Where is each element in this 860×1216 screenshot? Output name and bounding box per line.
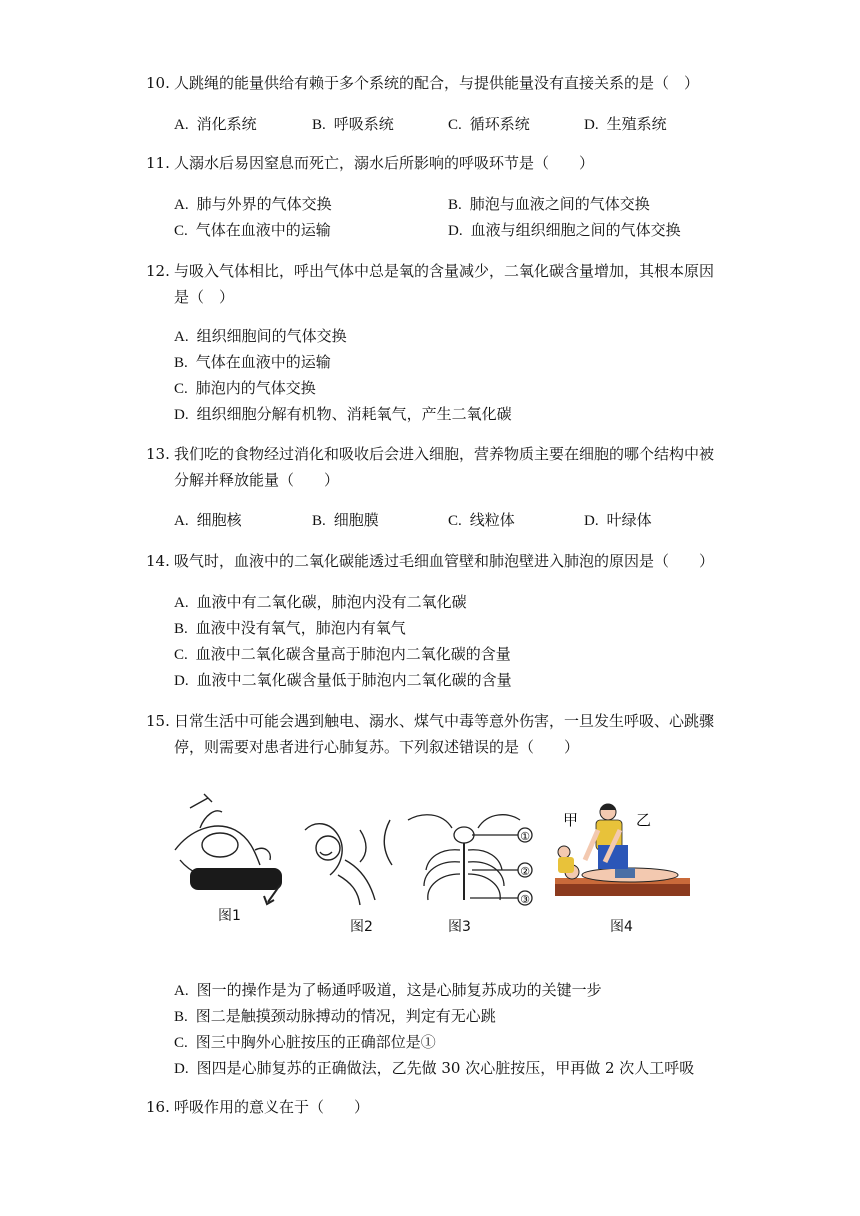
option-c[interactable]: C. 循环系统 xyxy=(448,115,530,133)
figure-3-rib-cage xyxy=(408,815,532,905)
question-12 xyxy=(146,258,736,310)
question-number: 14. xyxy=(146,552,170,570)
question-number: 13. xyxy=(146,445,170,463)
question-10 xyxy=(146,70,736,96)
question-11 xyxy=(146,150,736,176)
option-a[interactable]: A. 血液中有二氧化碳，肺泡内没有二氧化碳 xyxy=(174,593,467,611)
cpr-figure xyxy=(160,790,700,940)
question-text-line-2: 分解并释放能量（ ） xyxy=(174,471,340,489)
mark-jia: 甲 xyxy=(563,811,579,829)
question-13 xyxy=(146,441,736,493)
question-number: 11. xyxy=(146,154,170,172)
question-text: 人溺水后易因窒息而死亡，溺水后所影响的呼吸环节是（ ） xyxy=(174,154,595,172)
option-c[interactable]: C. 气体在血液中的运输 xyxy=(174,221,331,239)
question-16 xyxy=(146,1094,736,1120)
option-d[interactable]: D. 血液中二氧化碳含量低于肺泡内二氧化碳的含量 xyxy=(174,671,512,689)
option-d[interactable]: D. 生殖系统 xyxy=(584,115,667,133)
option-a[interactable]: A. 细胞核 xyxy=(174,511,242,529)
question-number: 12. xyxy=(146,262,170,280)
question-text: 呼吸作用的意义在于（ ） xyxy=(174,1098,370,1116)
question-text-line-2: 停，则需要对患者进行心肺复苏。下列叙述错误的是（ ） xyxy=(174,738,580,756)
figure-label-1: 图1 xyxy=(218,908,241,924)
option-d[interactable]: D. 血液与组织细胞之间的气体交换 xyxy=(448,221,681,239)
figure-label-2: 图2 xyxy=(350,919,373,935)
question-number: 10. xyxy=(146,74,170,92)
mark-yi: 乙 xyxy=(636,811,652,829)
option-a[interactable]: A. 肺与外界的气体交换 xyxy=(174,195,332,213)
mark-3: ③ xyxy=(520,893,530,906)
question-text-line-1: 与吸入气体相比，呼出气体中总是氧的含量减少，二氧化碳含量增加，其根本原因 xyxy=(174,262,715,280)
figure-1-head-tilt xyxy=(175,794,282,904)
option-b[interactable]: B. 血液中没有氧气，肺泡内有氧气 xyxy=(174,619,406,637)
question-text: 吸气时，血液中的二氧化碳能透过毛细血管壁和肺泡壁进入肺泡的原因是（ ） xyxy=(174,552,715,570)
question-14 xyxy=(146,548,736,574)
figure-label-4: 图4 xyxy=(610,919,633,935)
option-d[interactable]: D. 组织细胞分解有机物、消耗氧气，产生二氧化碳 xyxy=(174,405,512,423)
option-d[interactable]: D. 叶绿体 xyxy=(584,511,652,529)
option-b[interactable]: B. 气体在血液中的运输 xyxy=(174,353,331,371)
question-text-line-1: 我们吃的食物经过消化和吸收后会进入细胞，营养物质主要在细胞的哪个结构中被 xyxy=(174,445,715,463)
mark-2: ② xyxy=(520,865,530,878)
question-text: 人跳绳的能量供给有赖于多个系统的配合，与提供能量没有直接关系的是（ ） xyxy=(174,74,700,92)
figure-2-pulse-check xyxy=(305,820,392,905)
option-c[interactable]: C. 肺泡内的气体交换 xyxy=(174,379,316,397)
option-d[interactable]: D. 图四是心肺复苏的正确做法，乙先做 30 次心脏按压，甲再做 2 次人工呼吸 xyxy=(174,1059,695,1077)
figure-label-3: 图3 xyxy=(448,919,471,935)
option-b[interactable]: B. 呼吸系统 xyxy=(312,115,394,133)
question-number: 15. xyxy=(146,712,170,730)
option-b[interactable]: B. 肺泡与血液之间的气体交换 xyxy=(448,195,650,213)
option-b[interactable]: B. 细胞膜 xyxy=(312,511,379,529)
question-text-line-2: 是（ ） xyxy=(174,288,235,306)
option-c[interactable]: C. 血液中二氧化碳含量高于肺泡内二氧化碳的含量 xyxy=(174,645,511,663)
option-a[interactable]: A. 消化系统 xyxy=(174,115,257,133)
mark-1: ① xyxy=(520,830,530,843)
question-text-line-1: 日常生活中可能会遇到触电、溺水、煤气中毒等意外伤害，一旦发生呼吸、心跳骤 xyxy=(174,712,715,730)
option-c[interactable]: C. 图三中胸外心脏按压的正确部位是① xyxy=(174,1033,436,1051)
option-c[interactable]: C. 线粒体 xyxy=(448,511,515,529)
option-a[interactable]: A. 图一的操作是为了畅通呼吸道，这是心肺复苏成功的关键一步 xyxy=(174,981,602,999)
question-number: 16. xyxy=(146,1098,170,1116)
question-15 xyxy=(146,708,736,760)
option-b[interactable]: B. 图二是触摸颈动脉搏动的情况，判定有无心跳 xyxy=(174,1007,496,1025)
option-a[interactable]: A. 组织细胞间的气体交换 xyxy=(174,327,347,345)
